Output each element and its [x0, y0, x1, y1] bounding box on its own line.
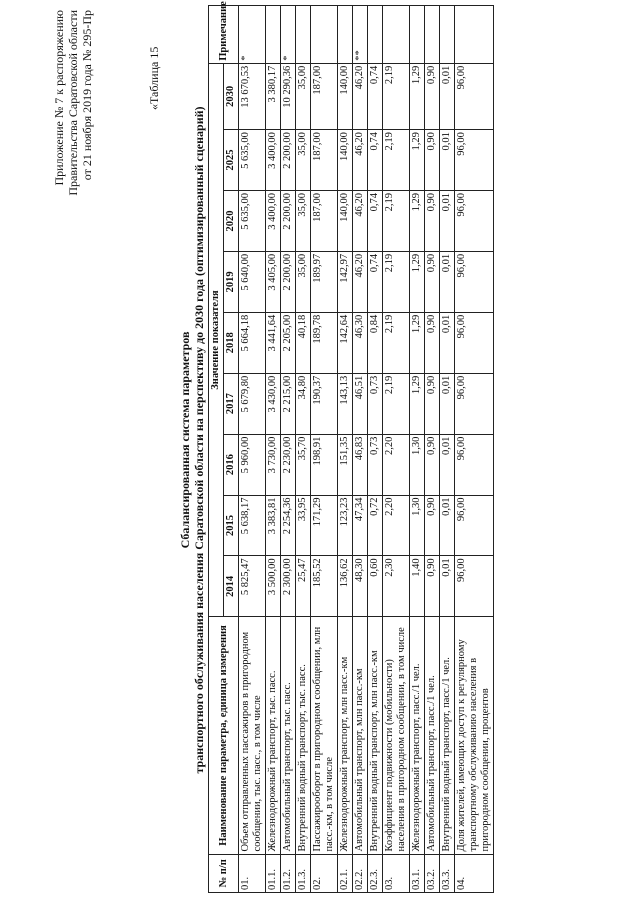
row-value: 1,30	[410, 495, 425, 556]
row-value: 96,00	[455, 190, 494, 251]
row-value: 0,90	[425, 251, 440, 312]
row-value: 2,19	[383, 373, 410, 434]
row-value: 46,30	[353, 312, 368, 373]
table-row	[425, 6, 440, 893]
table-row	[281, 6, 296, 893]
row-parameter-name: Внутренний водный транспорт, тыс. пасс.	[296, 617, 311, 854]
row-value: 1,29	[410, 190, 425, 251]
row-value: 185,52	[311, 556, 338, 617]
row-value: 3 400,00	[266, 130, 281, 191]
row-value: 46,83	[353, 434, 368, 495]
header-year: 2025	[224, 130, 239, 191]
header-year: 2019	[224, 251, 239, 312]
row-value: 0,90	[425, 556, 440, 617]
row-value: 0,73	[368, 434, 383, 495]
row-value: 1,29	[410, 312, 425, 373]
row-value: 1,29	[410, 63, 425, 129]
row-value: 96,00	[455, 556, 494, 617]
row-value: 0,01	[440, 495, 455, 556]
header-year: 2017	[224, 373, 239, 434]
row-value: 3 405,00	[266, 251, 281, 312]
row-value: 0,60	[368, 556, 383, 617]
annex-line: от 21 ноября 2019 года № 295-Пр	[80, 10, 94, 181]
row-value: 142,97	[338, 251, 353, 312]
row-value: 1,30	[410, 434, 425, 495]
row-value: 0,90	[425, 190, 440, 251]
table-row	[440, 6, 455, 893]
row-value: 2,19	[383, 63, 410, 129]
row-value: 189,78	[311, 312, 338, 373]
row-value: 0,01	[440, 251, 455, 312]
row-value: 1,29	[410, 251, 425, 312]
row-value: 46,20	[353, 251, 368, 312]
row-value: 0,01	[440, 130, 455, 191]
row-value: 35,00	[296, 130, 311, 191]
row-value: 0,74	[368, 251, 383, 312]
table-body	[239, 6, 494, 893]
header-year: 2018	[224, 312, 239, 373]
row-value: 140,00	[338, 190, 353, 251]
row-value: 3 380,17	[266, 63, 281, 129]
row-value: 140,00	[338, 63, 353, 129]
row-note: *	[281, 6, 296, 64]
row-value: 96,00	[455, 63, 494, 129]
row-value: 40,18	[296, 312, 311, 373]
row-note	[410, 6, 425, 64]
row-note	[425, 6, 440, 64]
table-row	[296, 6, 311, 893]
row-value: 123,23	[338, 495, 353, 556]
row-value: 0,01	[440, 434, 455, 495]
row-value: 33,95	[296, 495, 311, 556]
row-value: 46,20	[353, 130, 368, 191]
title-line-2: транспортного обслуживания населения Саратовской области на перспективу до 2030 года (оптимизированный сценарий)	[192, 106, 206, 774]
row-value: 96,00	[455, 312, 494, 373]
row-value: 198,91	[311, 434, 338, 495]
header-year: 2015	[224, 495, 239, 556]
table-row	[383, 6, 410, 893]
row-value: 5 635,00	[239, 130, 266, 191]
row-value: 35,00	[296, 63, 311, 129]
row-value: 3 430,00	[266, 373, 281, 434]
row-value: 96,00	[455, 130, 494, 191]
row-number: 03.	[383, 854, 410, 892]
row-value: 2,20	[383, 434, 410, 495]
row-parameter-name: Коэффициент подвижности (мобильности) населения в пригородном сообщении, в том числе	[383, 617, 410, 854]
row-value: 142,64	[338, 312, 353, 373]
row-number: 02.	[311, 854, 338, 892]
row-value: 2,19	[383, 312, 410, 373]
row-number: 01.1.	[266, 854, 281, 892]
row-value: 5 664,18	[239, 312, 266, 373]
header-name: Наименование параметра, единица измерения	[209, 617, 239, 854]
row-number: 01.2.	[281, 854, 296, 892]
header-year: 2030	[224, 63, 239, 129]
row-value: 96,00	[455, 251, 494, 312]
row-value: 5 825,47	[239, 556, 266, 617]
row-note	[311, 6, 338, 64]
header-values-group: Значение показателя	[209, 63, 224, 617]
header-note: Примечание	[209, 6, 239, 64]
header-year: 2016	[224, 434, 239, 495]
row-value: 0,01	[440, 373, 455, 434]
row-value: 5 638,17	[239, 495, 266, 556]
row-value: 3 400,00	[266, 190, 281, 251]
row-value: 2 200,00	[281, 130, 296, 191]
table-row	[239, 6, 266, 893]
row-value: 0,90	[425, 63, 440, 129]
row-value: 46,20	[353, 63, 368, 129]
row-value: 0,74	[368, 63, 383, 129]
row-value: 96,00	[455, 373, 494, 434]
row-value: 10 290,36	[281, 63, 296, 129]
table-row	[455, 6, 494, 893]
row-note	[368, 6, 383, 64]
row-value: 96,00	[455, 495, 494, 556]
row-note	[455, 6, 494, 64]
document-title	[178, 15, 206, 865]
row-value: 0,84	[368, 312, 383, 373]
parameters-table	[208, 1, 494, 893]
row-value: 190,37	[311, 373, 338, 434]
row-value: 1,29	[410, 130, 425, 191]
row-value: 2 254,36	[281, 495, 296, 556]
row-value: 0,01	[440, 63, 455, 129]
row-value: 2 205,00	[281, 312, 296, 373]
row-value: 0,01	[440, 190, 455, 251]
row-value: 2,20	[383, 495, 410, 556]
row-number: 02.3.	[368, 854, 383, 892]
row-value: 48,30	[353, 556, 368, 617]
row-value: 187,00	[311, 130, 338, 191]
row-value: 136,62	[338, 556, 353, 617]
row-value: 1,29	[410, 373, 425, 434]
row-value: 47,34	[353, 495, 368, 556]
row-value: 0,01	[440, 312, 455, 373]
row-value: 187,00	[311, 190, 338, 251]
row-value: 140,00	[338, 130, 353, 191]
row-note: *	[239, 6, 266, 64]
row-parameter-name: Автомобильный транспорт, пасс./1 чел.	[425, 617, 440, 854]
row-value: 1,40	[410, 556, 425, 617]
annex-line: Приложение № 7 к распоряжению	[52, 10, 66, 186]
row-value: 3 500,00	[266, 556, 281, 617]
header-year: 2014	[224, 556, 239, 617]
row-value: 0,74	[368, 190, 383, 251]
row-value: 35,00	[296, 190, 311, 251]
row-value: 34,80	[296, 373, 311, 434]
row-note	[266, 6, 281, 64]
row-note	[440, 6, 455, 64]
row-value: 5 640,00	[239, 251, 266, 312]
table-label: «Таблица 15	[147, 46, 161, 110]
row-value: 5 635,00	[239, 190, 266, 251]
row-number: 03.3.	[440, 854, 455, 892]
row-value: 2,19	[383, 251, 410, 312]
table-row	[338, 6, 353, 893]
row-value: 2 230,00	[281, 434, 296, 495]
row-value: 3 383,81	[266, 495, 281, 556]
row-value: 0,72	[368, 495, 383, 556]
row-number: 02.2.	[353, 854, 368, 892]
row-value: 2,30	[383, 556, 410, 617]
row-note	[338, 6, 353, 64]
row-value: 46,51	[353, 373, 368, 434]
header-num: № п/п	[209, 854, 239, 892]
row-value: 25,47	[296, 556, 311, 617]
row-value: 3 441,64	[266, 312, 281, 373]
row-parameter-name: Внутренний водный транспорт, млн пасс.-км	[368, 617, 383, 854]
row-parameter-name: Железнодорожный транспорт, пасс./1 чел.	[410, 617, 425, 854]
table-row	[368, 6, 383, 893]
row-value: 0,90	[425, 495, 440, 556]
row-value: 0,90	[425, 312, 440, 373]
row-number: 03.2.	[425, 854, 440, 892]
row-value: 5 960,00	[239, 434, 266, 495]
row-value: 2 215,00	[281, 373, 296, 434]
row-value: 2 200,00	[281, 190, 296, 251]
row-number: 01.3.	[296, 854, 311, 892]
row-value: 2 300,00	[281, 556, 296, 617]
row-parameter-name: Пассажирооборот в пригородном сообщении, млн пасс.-км, в том числе	[311, 617, 338, 854]
row-value: 35,70	[296, 434, 311, 495]
title-line-1: Сбалансированная система параметров	[178, 331, 192, 549]
row-value: 2,19	[383, 190, 410, 251]
row-value: 3 730,00	[266, 434, 281, 495]
table-row	[311, 6, 338, 893]
row-number: 01.	[239, 854, 266, 892]
table-header-row	[209, 6, 224, 893]
row-value: 96,00	[455, 434, 494, 495]
table-row	[353, 6, 368, 893]
row-parameter-name: Железнодорожный транспорт, тыс. пасс.	[266, 617, 281, 854]
row-value: 143,13	[338, 373, 353, 434]
row-parameter-name: Объем отправленных пассажиров в пригородном сообщении, тыс. пасс., в том числе	[239, 617, 266, 854]
table-row	[266, 6, 281, 893]
annex-reference	[52, 10, 94, 260]
row-value: 151,35	[338, 434, 353, 495]
row-value: 0,74	[368, 130, 383, 191]
row-parameter-name: Железнодорожный транспорт, млн пасс.-км	[338, 617, 353, 854]
row-note	[296, 6, 311, 64]
row-value: 0,90	[425, 434, 440, 495]
row-value: 2,19	[383, 130, 410, 191]
row-value: 171,29	[311, 495, 338, 556]
row-value: 35,00	[296, 251, 311, 312]
row-parameter-name: Внутренний водный транспорт, пасс./1 чел.	[440, 617, 455, 854]
header-year: 2020	[224, 190, 239, 251]
row-value: 189,97	[311, 251, 338, 312]
row-parameter-name: Автомобильный транспорт, млн пасс.-км	[353, 617, 368, 854]
row-number: 02.1.	[338, 854, 353, 892]
table-row	[410, 6, 425, 893]
row-parameter-name: Автомобильный транспорт, тыс. пасс.	[281, 617, 296, 854]
row-value: 0,73	[368, 373, 383, 434]
row-number: 04.	[455, 854, 494, 892]
row-parameter-name: Доля жителей, имеющих доступ к регулярному транспортному обслуживанию населения в пригородном сообщении, процентов	[455, 617, 494, 854]
row-value: 0,90	[425, 130, 440, 191]
row-value: 0,90	[425, 373, 440, 434]
row-value: 2 200,00	[281, 251, 296, 312]
row-value: 46,20	[353, 190, 368, 251]
row-value: 187,00	[311, 63, 338, 129]
row-note: **	[353, 6, 368, 64]
row-value: 13 670,53	[239, 63, 266, 129]
row-value: 5 679,80	[239, 373, 266, 434]
row-note	[383, 6, 410, 64]
row-number: 03.1.	[410, 854, 425, 892]
annex-line: Правительства Саратовской области	[66, 10, 80, 196]
row-value: 0,01	[440, 556, 455, 617]
